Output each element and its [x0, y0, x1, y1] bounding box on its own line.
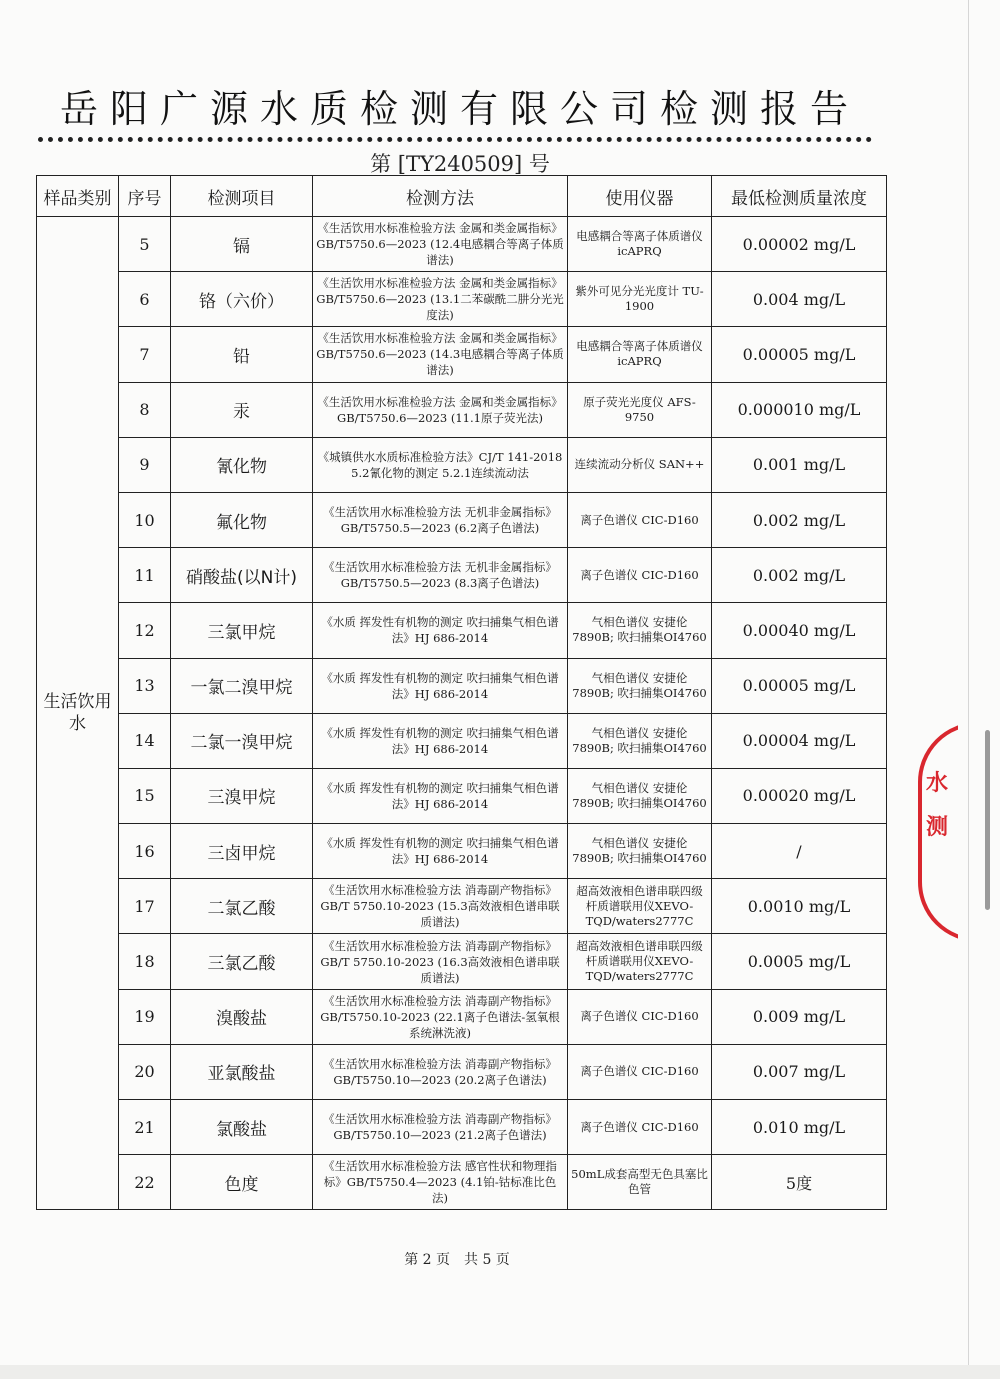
method-cell: 《生活饮用水标准检验方法 消毒副产物指标》GB/T5750.10—2023 (21.2离子色谱法): [313, 1100, 568, 1155]
table-row: [37, 437, 887, 492]
item-cell: 氰化物: [171, 437, 313, 492]
seq-cell: 21: [119, 1100, 171, 1155]
page-bottom-edge: [0, 1365, 1000, 1379]
header-item: 检测项目: [171, 176, 313, 217]
report-number: 第 [TY240509] 号: [370, 152, 550, 176]
limit-cell: 0.007 mg/L: [712, 1044, 887, 1099]
method-cell: 《水质 挥发性有机物的测定 吹扫捕集气相色谱法》HJ 686-2014: [313, 603, 568, 658]
seq-cell: 5: [119, 217, 171, 272]
seq-cell: 19: [119, 989, 171, 1044]
table-header-row: [37, 176, 887, 217]
page-footer: 第 2 页 共 5 页: [404, 1252, 510, 1268]
item-cell: 氯酸盐: [171, 1100, 313, 1155]
table-row: [37, 382, 887, 437]
limit-cell: 0.002 mg/L: [712, 492, 887, 547]
instrument-cell: 超高效液相色谱串联四级杆质谱联用仪XEVO-TQD/waters2777C: [568, 934, 712, 989]
table-row: [37, 934, 887, 989]
seq-cell: 6: [119, 272, 171, 327]
header-category: 样品类别: [37, 176, 119, 217]
item-cell: 溴酸盐: [171, 989, 313, 1044]
seq-cell: 15: [119, 768, 171, 823]
instrument-cell: 气相色谱仪 安捷伦7890B; 吹扫捕集OI4760: [568, 603, 712, 658]
instrument-cell: 超高效液相色谱串联四级杆质谱联用仪XEVO-TQD/waters2777C: [568, 879, 712, 934]
method-cell: 《生活饮用水标准检验方法 金属和类金属指标》GB/T5750.6—2023 (14.3电感耦合等离子体质谱法): [313, 327, 568, 382]
limit-cell: 0.001 mg/L: [712, 437, 887, 492]
table-body: [37, 217, 887, 1210]
limit-cell: 0.00005 mg/L: [712, 327, 887, 382]
limit-cell: /: [712, 824, 887, 879]
method-cell: 《水质 挥发性有机物的测定 吹扫捕集气相色谱法》HJ 686-2014: [313, 824, 568, 879]
item-cell: 三氯甲烷: [171, 603, 313, 658]
seq-cell: 18: [119, 934, 171, 989]
seq-cell: 7: [119, 327, 171, 382]
table-row: [37, 879, 887, 934]
instrument-cell: 气相色谱仪 安捷伦7890B; 吹扫捕集OI4760: [568, 768, 712, 823]
red-seal-stamp: [918, 722, 958, 942]
method-cell: 《水质 挥发性有机物的测定 吹扫捕集气相色谱法》HJ 686-2014: [313, 713, 568, 768]
method-cell: 《生活饮用水标准检验方法 无机非金属指标》GB/T5750.5—2023 (6.2离子色谱法): [313, 492, 568, 547]
table-row: [37, 327, 887, 382]
instrument-cell: 气相色谱仪 安捷伦7890B; 吹扫捕集OI4760: [568, 824, 712, 879]
method-cell: 《水质 挥发性有机物的测定 吹扫捕集气相色谱法》HJ 686-2014: [313, 658, 568, 713]
item-cell: 二氯乙酸: [171, 879, 313, 934]
seq-cell: 10: [119, 492, 171, 547]
seq-cell: 14: [119, 713, 171, 768]
item-cell: 一氯二溴甲烷: [171, 658, 313, 713]
item-cell: 三溴甲烷: [171, 768, 313, 823]
table-row: [37, 272, 887, 327]
method-cell: 《生活饮用水标准检验方法 消毒副产物指标》GB/T5750.10-2023 (22.1离子色谱法-氢氧根系统淋洗液): [313, 989, 568, 1044]
table-row: [37, 217, 887, 272]
method-cell: 《生活饮用水标准检验方法 感官性状和物理指标》GB/T5750.4—2023 (4.1铂-钴标准比色法): [313, 1155, 568, 1210]
limit-cell: 0.004 mg/L: [712, 272, 887, 327]
limit-cell: 0.00040 mg/L: [712, 603, 887, 658]
method-cell: 《生活饮用水标准检验方法 无机非金属指标》GB/T5750.5—2023 (8.3离子色谱法): [313, 548, 568, 603]
limit-cell: 0.0010 mg/L: [712, 879, 887, 934]
instrument-cell: 原子荧光光度仪 AFS-9750: [568, 382, 712, 437]
table-row: [37, 713, 887, 768]
instrument-cell: 离子色谱仪 CIC-D160: [568, 1044, 712, 1099]
sample-category-cell: 生活饮用水: [37, 217, 119, 1210]
item-cell: 铬（六价）: [171, 272, 313, 327]
dotted-divider: [38, 137, 872, 142]
table-row: [37, 989, 887, 1044]
instrument-cell: 电感耦合等离子体质谱仪 icAPRQ: [568, 217, 712, 272]
report-title: 岳阳广源水质检测有限公司检测报告: [59, 87, 860, 131]
limit-cell: 0.009 mg/L: [712, 989, 887, 1044]
limit-cell: 0.00020 mg/L: [712, 768, 887, 823]
table-row: [37, 492, 887, 547]
page-edge: [968, 0, 969, 1365]
instrument-cell: 离子色谱仪 CIC-D160: [568, 492, 712, 547]
header-limit: 最低检测质量浓度: [712, 176, 887, 217]
header-seq: 序号: [119, 176, 171, 217]
table-row: [37, 658, 887, 713]
table-row: [37, 824, 887, 879]
method-cell: 《生活饮用水标准检验方法 消毒副产物指标》GB/T 5750.10-2023 (15.3高效液相色谱串联质谱法): [313, 879, 568, 934]
scrollbar[interactable]: [985, 730, 990, 910]
item-cell: 色度: [171, 1155, 313, 1210]
method-cell: 《水质 挥发性有机物的测定 吹扫捕集气相色谱法》HJ 686-2014: [313, 768, 568, 823]
item-cell: 镉: [171, 217, 313, 272]
item-cell: 氟化物: [171, 492, 313, 547]
item-cell: 硝酸盐(以N计): [171, 548, 313, 603]
seq-cell: 8: [119, 382, 171, 437]
stamp-text: 水 测: [926, 771, 949, 840]
method-cell: 《生活饮用水标准检验方法 金属和类金属指标》GB/T5750.6—2023 (11.1原子荧光法): [313, 382, 568, 437]
method-cell: 《生活饮用水标准检验方法 金属和类金属指标》GB/T5750.6—2023 (13.1二苯碳酰二肼分光光度法): [313, 272, 568, 327]
item-cell: 二氯一溴甲烷: [171, 713, 313, 768]
instrument-cell: 50mL成套高型无色具塞比色管: [568, 1155, 712, 1210]
seq-cell: 13: [119, 658, 171, 713]
item-cell: 铅: [171, 327, 313, 382]
seq-cell: 22: [119, 1155, 171, 1210]
method-cell: 《生活饮用水标准检验方法 消毒副产物指标》GB/T5750.10—2023 (20.2离子色谱法): [313, 1044, 568, 1099]
header-instrument: 使用仪器: [568, 176, 712, 217]
limit-cell: 0.002 mg/L: [712, 548, 887, 603]
instrument-cell: 离子色谱仪 CIC-D160: [568, 548, 712, 603]
limit-cell: 5度: [712, 1155, 887, 1210]
instrument-cell: 连续流动分析仪 SAN++: [568, 437, 712, 492]
seq-cell: 11: [119, 548, 171, 603]
limit-cell: 0.00002 mg/L: [712, 217, 887, 272]
table-row: [37, 1044, 887, 1099]
instrument-cell: 离子色谱仪 CIC-D160: [568, 989, 712, 1044]
limit-cell: 0.00005 mg/L: [712, 658, 887, 713]
seq-cell: 12: [119, 603, 171, 658]
item-cell: 汞: [171, 382, 313, 437]
table-row: [37, 768, 887, 823]
seq-cell: 20: [119, 1044, 171, 1099]
results-table: [36, 175, 887, 1210]
item-cell: 亚氯酸盐: [171, 1044, 313, 1099]
table-row: [37, 1100, 887, 1155]
table-row: [37, 548, 887, 603]
limit-cell: 0.010 mg/L: [712, 1100, 887, 1155]
limit-cell: 0.0005 mg/L: [712, 934, 887, 989]
instrument-cell: 气相色谱仪 安捷伦7890B; 吹扫捕集OI4760: [568, 713, 712, 768]
method-cell: 《生活饮用水标准检验方法 消毒副产物指标》GB/T 5750.10-2023 (16.3高效液相色谱串联质谱法): [313, 934, 568, 989]
instrument-cell: 紫外可见分光光度计 TU-1900: [568, 272, 712, 327]
instrument-cell: 气相色谱仪 安捷伦7890B; 吹扫捕集OI4760: [568, 658, 712, 713]
item-cell: 三氯乙酸: [171, 934, 313, 989]
seq-cell: 9: [119, 437, 171, 492]
limit-cell: 0.000010 mg/L: [712, 382, 887, 437]
item-cell: 三卤甲烷: [171, 824, 313, 879]
method-cell: 《生活饮用水标准检验方法 金属和类金属指标》GB/T5750.6—2023 (12.4电感耦合等离子体质谱法): [313, 217, 568, 272]
limit-cell: 0.00004 mg/L: [712, 713, 887, 768]
instrument-cell: 电感耦合等离子体质谱仪 icAPRQ: [568, 327, 712, 382]
header-method: 检测方法: [313, 176, 568, 217]
seq-cell: 17: [119, 879, 171, 934]
method-cell: 《城镇供水水质标准检验方法》CJ/T 141-2018 5.2氰化物的测定 5.2.1连续流动法: [313, 437, 568, 492]
instrument-cell: 离子色谱仪 CIC-D160: [568, 1100, 712, 1155]
seq-cell: 16: [119, 824, 171, 879]
table-row: [37, 1155, 887, 1210]
table-row: [37, 603, 887, 658]
